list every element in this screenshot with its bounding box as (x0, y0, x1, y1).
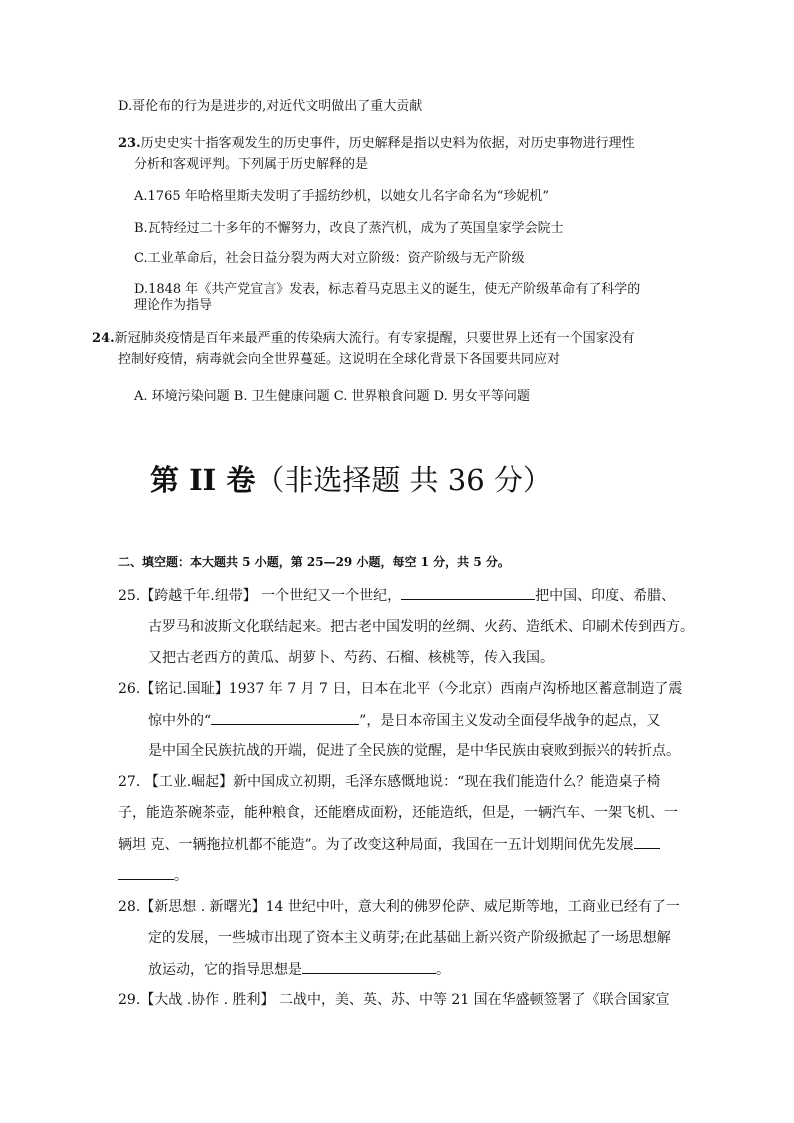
q24-stem-line1 (92, 332, 635, 345)
q28-line3-prefix: 放运动，它的指导思想是 (148, 962, 302, 978)
q27-answer-blank-part1[interactable] (634, 837, 660, 849)
q23-option-c: C.工业革命后，社会日益分裂为两大对立阶级：资产阶级与无产阶级 (134, 251, 525, 266)
q28-answer-blank[interactable] (302, 962, 436, 974)
q28-line3-suffix: 。 (436, 962, 450, 978)
q26-line2-prefix: 惊中外的“ (148, 713, 212, 729)
q23-option-b: B.瓦特经过二十多年的不懈努力，改良了蒸汽机，成为了英国皇家学会院士 (134, 221, 564, 236)
q25-answer-blank[interactable] (401, 588, 535, 600)
q26-line3: 是中国全民族抗战的开端，促进了全民族的觉醒，是中华民族由衰败到振兴的转折点。 (148, 743, 680, 759)
q27-line4 (118, 868, 188, 883)
q23-stem-line2: 分析和客观评判。下列属于历史解释的是 (134, 157, 369, 172)
section-title-subtitle: （非选择题 共 36 分） (255, 463, 552, 497)
q22-option-d: D.哥伦布的行为是进步的,对近代文明做出了重大贡献 (118, 99, 423, 114)
q23-number: 23. (118, 136, 141, 151)
section-title (150, 463, 552, 497)
q25-line3: 又把古老西方的黄瓜、胡萝卜、芍药、石榴、核桃等，传入我国。 (148, 650, 554, 666)
q24-number: 24. (92, 331, 115, 346)
q26-answer-blank[interactable] (211, 713, 359, 725)
q28-line1: 28.【新思想 . 新曙光】14 世纪中叶，意大利的佛罗伦萨、威尼斯等地，工商业已经有了一 (118, 899, 680, 915)
q24-options: A. 环境污染问题 B. 卫生健康问题 C. 世界粮食问题 D. 男女平等问题 (134, 389, 530, 404)
q24-stem-line2: 控制好疫情，病毒就会向全世界蔓延。这说明在全球化背景下各国要共同应对 (118, 352, 561, 367)
q25-line2: 古罗马和波斯文化联结起来。把古老中国发明的丝绸、火药、造纸术、印刷术传到西方。 (148, 619, 694, 635)
q27-line3 (118, 837, 660, 852)
q27-line4-suffix: 。 (174, 868, 188, 884)
q25-prefix: 25.【跨越千年.纽带】 一个世纪又一个世纪， (118, 588, 402, 604)
q27-line2: 子，能造茶碗茶壶，能种粮食，还能磨成面粉，还能造纸，但是，一辆汽车、一架飞机、一 (118, 805, 678, 821)
q23-option-d-line2: 理论作为指导 (134, 298, 213, 313)
q23-stem-line1 (118, 137, 635, 150)
q28-line2: 定的发展，一些城市出现了资本主义萌芽;在此基础上新兴资产阶级掀起了一场思想解 (148, 930, 671, 946)
q28-line3 (148, 962, 450, 977)
q27-line3-text: 辆坦 克、一辆拖拉机都不能造”。为了改变这种局面，我国在一五计划期间优先发展 (118, 837, 634, 853)
q23-stem-text: 历史史实十指客观发生的历史事件，历史解释是指以史料为依据，对历史事物进行理性 (140, 136, 635, 151)
q27-line1: 27. 【工业.崛起】新中国成立初期，毛泽东感慨地说：“现在我们能造什么？能造桌子椅 (118, 774, 661, 790)
q26-line2-suffix: ”，是日本帝国主义发动全面侵华战争的起点，又 (359, 713, 661, 729)
q29-line1: 29.【大战 .协作 . 胜利】 二战中，美、英、苏、中等 21 国在华盛顿签署了《联合国家宣 (118, 992, 670, 1008)
q25-suffix: 把中国、印度、希腊、 (535, 588, 676, 604)
q23-option-d-line1: D.1848 年《共产党宣言》发表，标志着马克思主义的诞生，使无产阶级革命有了科学的 (134, 282, 641, 297)
q26-line2 (148, 713, 660, 728)
q25-line1 (118, 588, 675, 603)
q24-stem-text: 新冠肺炎疫情是百年来最严重的传染病大流行。有专家提醒，只要世界上还有一个国家没有 (114, 331, 635, 346)
q23-option-a: A.1765 年哈格里斯夫发明了手摇纺纱机，以她女儿名字命名为“珍妮机” (134, 189, 550, 204)
section-title-bold: 第 II 卷 (150, 463, 256, 497)
q26-line1: 26.【铭记.国耻】1937 年 7 月 7 日，日本在北平（今北京）西南卢沟桥地区蓄意制造了震 (118, 681, 683, 697)
q27-answer-blank-part2[interactable] (118, 868, 174, 880)
fill-section-header: 二、填空题：本大题共 5 小题，第 25—29 小题，每空 1 分，共 5 分。 (118, 555, 510, 569)
